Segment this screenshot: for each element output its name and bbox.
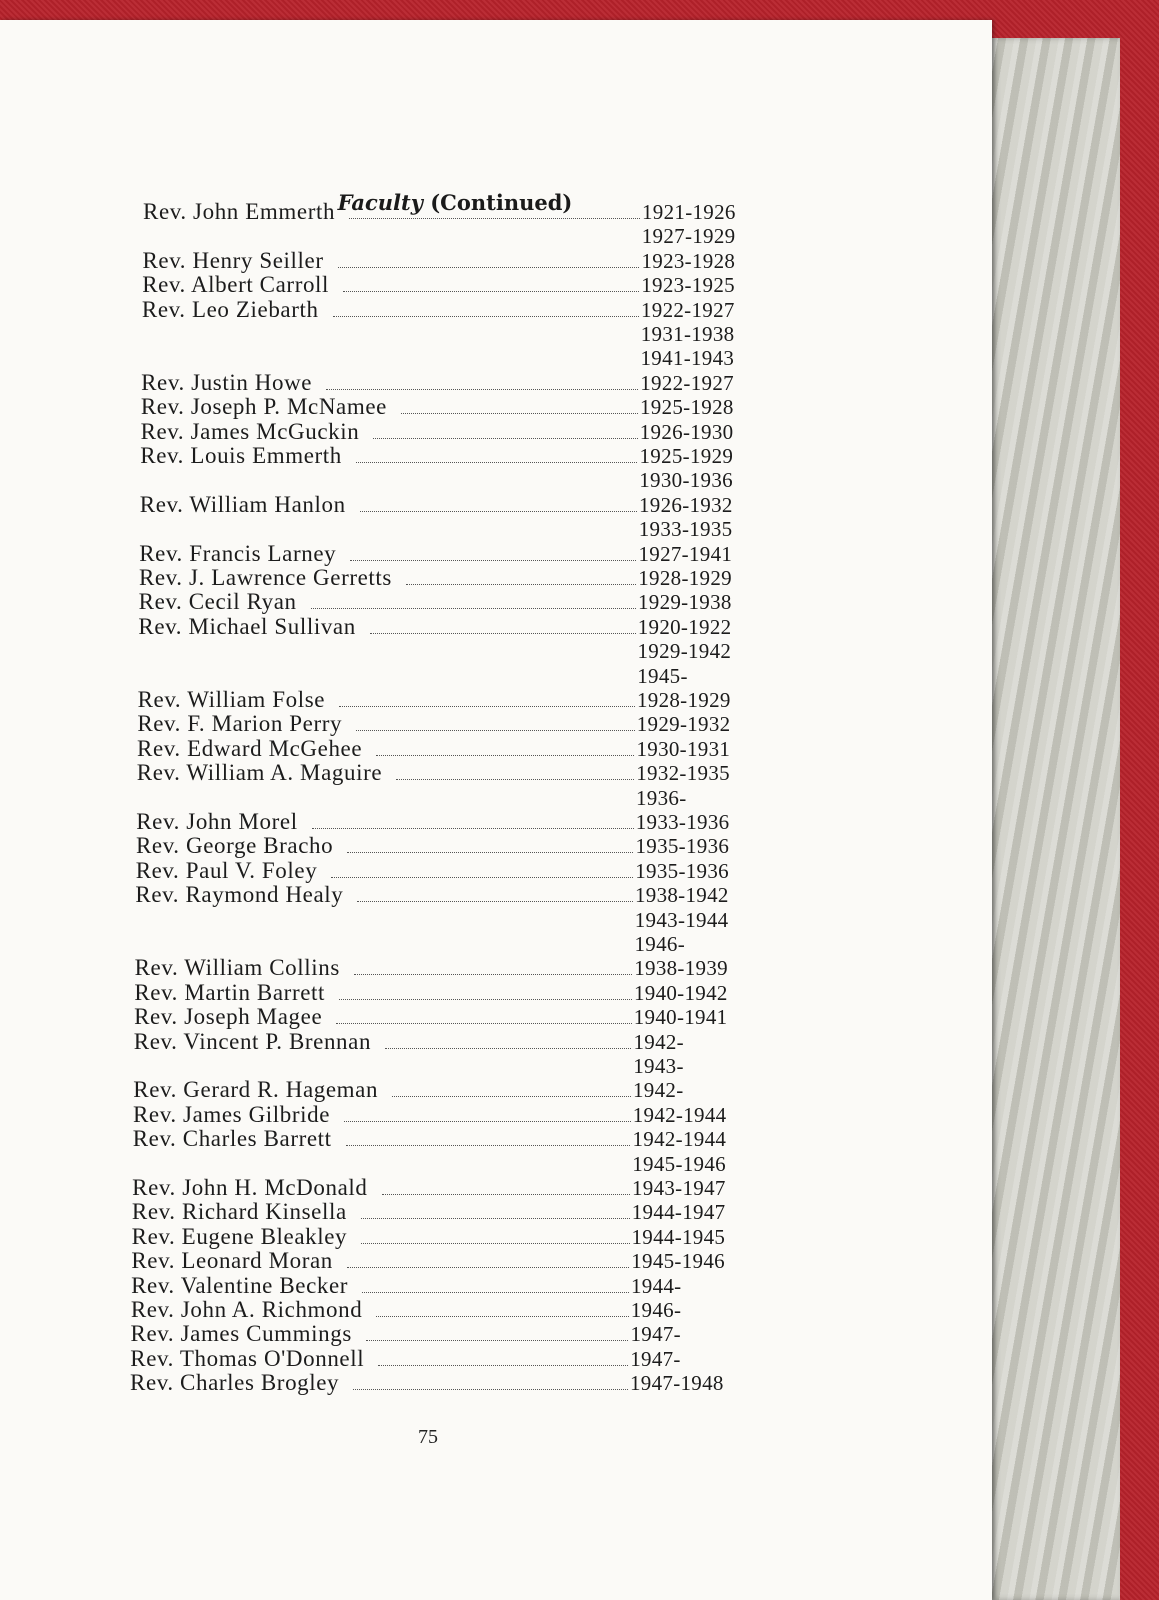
dot-leader: [376, 1302, 628, 1317]
faculty-years-continued: 1945-: [637, 663, 688, 688]
faculty-entry: [133, 1103, 745, 1127]
faculty-name: Rev. Charles Barrett: [132, 1126, 332, 1152]
dot-leader: [353, 1375, 628, 1390]
faculty-entry: [130, 1371, 742, 1395]
faculty-entry: [130, 1347, 742, 1371]
faculty-entry: [140, 493, 751, 517]
faculty-name: Rev. Leonard Moran: [131, 1248, 333, 1274]
faculty-years: 1935-1936: [635, 834, 730, 859]
dot-leader: [396, 765, 634, 780]
faculty-years: 1921-1926: [642, 200, 736, 224]
dot-leader: [331, 863, 633, 878]
endpaper: [992, 38, 1120, 1600]
dot-leader: [336, 1009, 631, 1024]
faculty-name: Rev. Eugene Bleakley: [131, 1223, 348, 1249]
faculty-years: 1925-1928: [639, 395, 734, 420]
dot-leader: [385, 1034, 631, 1049]
dot-leader: [347, 1253, 629, 1268]
faculty-years-continued: 1943-1944: [634, 907, 729, 932]
faculty-years: 1938-1942: [634, 883, 729, 908]
faculty-entry: [142, 298, 753, 322]
faculty-entry: [132, 1176, 744, 1200]
faculty-years: 1938-1939: [634, 956, 728, 981]
faculty-entry: [138, 688, 749, 712]
faculty-entry: [139, 590, 750, 614]
dot-leader: [382, 1180, 630, 1195]
faculty-name: Rev. Edward McGehee: [137, 735, 363, 761]
dot-leader: [350, 546, 636, 561]
faculty-entry: [132, 1200, 744, 1224]
faculty-entry: [131, 1298, 743, 1322]
faculty-entry: [142, 273, 753, 297]
faculty-years: 1926-1932: [639, 492, 733, 517]
dot-leader: [370, 619, 636, 634]
faculty-name: Rev. William Collins: [134, 955, 340, 981]
book-page: [0, 20, 992, 1600]
faculty-entry: [143, 200, 754, 224]
dot-leader: [333, 302, 639, 317]
faculty-years: 1927-1941: [638, 541, 733, 566]
faculty-years: 1946-: [630, 1298, 682, 1322]
faculty-years: 1926-1930: [639, 419, 734, 444]
faculty-name: Rev. J. Lawrence Gerretts: [138, 565, 392, 590]
faculty-years: 1940-1941: [633, 1005, 728, 1030]
faculty-name: Rev. John H. McDonald: [132, 1175, 368, 1200]
faculty-entry: [133, 1078, 745, 1102]
faculty-entry: [131, 1249, 743, 1273]
dot-leader: [401, 399, 638, 414]
faculty-entry: [136, 810, 748, 834]
faculty-years: 1922-1927: [640, 297, 735, 322]
faculty-name: Rev. Vincent P. Brennan: [133, 1028, 372, 1054]
faculty-name: Rev. Henry Seiller: [142, 247, 324, 273]
faculty-name: Rev. Raymond Healy: [135, 882, 344, 908]
faculty-entry: [134, 981, 746, 1005]
faculty-years-continued: 1930-1936: [639, 468, 733, 493]
faculty-name: Rev. Albert Carroll: [142, 272, 330, 298]
dot-leader: [406, 570, 636, 585]
faculty-name: Rev. John A. Richmond: [130, 1297, 363, 1322]
faculty-years: 1947-: [630, 1346, 681, 1371]
faculty-name: Rev. Cecil Ryan: [138, 589, 297, 615]
faculty-name: Rev. George Bracho: [135, 833, 334, 859]
faculty-entry: [136, 834, 748, 858]
faculty-years: 1942-: [633, 1078, 684, 1103]
page-number: 75: [418, 1426, 438, 1448]
faculty-years: 1944-: [630, 1273, 682, 1298]
faculty-years-continued: 1931-1938: [640, 322, 735, 346]
faculty-name: Rev. Gerard R. Hageman: [133, 1077, 379, 1103]
faculty-years: 1920-1922: [637, 614, 732, 639]
faculty-years: 1932-1935: [636, 761, 730, 786]
faculty-entry: [131, 1274, 743, 1298]
dot-leader: [356, 448, 638, 463]
dot-leader: [392, 1082, 631, 1097]
faculty-years: 1929-1932: [636, 712, 731, 737]
faculty-name: Rev. Paul V. Foley: [135, 857, 318, 883]
dot-leader: [338, 253, 640, 268]
faculty-years-continued: 1943-: [633, 1054, 684, 1078]
dot-leader: [354, 960, 632, 975]
faculty-years-continued: 1929-1942: [637, 639, 732, 664]
dot-leader: [373, 424, 637, 439]
faculty-entry: [141, 395, 752, 419]
faculty-years: 1947-1948: [630, 1371, 724, 1396]
faculty-entry: [140, 444, 751, 468]
faculty-name: Rev. Joseph Magee: [134, 1004, 323, 1030]
faculty-name: Rev. James McGuckin: [140, 418, 360, 444]
dot-leader: [349, 204, 640, 219]
faculty-entry: [141, 371, 752, 395]
dot-leader: [378, 1351, 628, 1366]
dot-leader: [357, 887, 633, 902]
faculty-years-continued: 1946-: [634, 932, 685, 956]
faculty-entry: [137, 761, 748, 785]
faculty-entry: [142, 249, 753, 273]
faculty-years: 1942-: [633, 1029, 684, 1054]
heading-faculty: Faculty: [337, 190, 423, 215]
dot-leader: [339, 985, 632, 1000]
faculty-name: Rev. Michael Sullivan: [138, 613, 356, 639]
faculty-list: [0, 20, 992, 1600]
faculty-name: Rev. Leo Ziebarth: [141, 296, 319, 322]
faculty-years: 1945-1946: [631, 1249, 725, 1274]
dot-leader: [376, 741, 634, 756]
faculty-years: 1930-1931: [636, 736, 731, 761]
faculty-name: Rev. Louis Emmerth: [140, 443, 342, 468]
faculty-entry: [138, 615, 749, 639]
faculty-years: 1944-1945: [631, 1224, 726, 1249]
faculty-entry: [137, 737, 748, 761]
faculty-years-continued: 1933-1935: [638, 517, 733, 542]
dot-leader: [326, 375, 638, 390]
faculty-name: Rev. James Cummings: [130, 1321, 352, 1347]
faculty-entry: [133, 1127, 745, 1151]
faculty-years: 1940-1942: [633, 980, 728, 1005]
faculty-entry: [134, 1005, 746, 1029]
faculty-name: Rev. James Gilbride: [132, 1101, 331, 1127]
faculty-years: 1925-1929: [639, 444, 734, 468]
faculty-entry: [135, 956, 747, 980]
faculty-entry: [141, 420, 752, 444]
faculty-years: 1935-1936: [635, 858, 729, 883]
faculty-name: Rev. William Folse: [137, 687, 326, 712]
faculty-name: Rev. John Morel: [136, 809, 298, 834]
faculty-years-continued: 1927-1929: [641, 224, 736, 249]
faculty-entry: [135, 883, 747, 907]
faculty-entry: [137, 712, 748, 736]
faculty-entry: [131, 1322, 743, 1346]
faculty-entry: [132, 1225, 744, 1249]
faculty-name: Rev. F. Marion Perry: [137, 711, 343, 737]
faculty-name: Rev. Richard Kinsella: [131, 1199, 347, 1225]
faculty-years: 1928-1929: [636, 688, 731, 712]
faculty-name: Rev. Joseph P. McNamee: [140, 394, 387, 420]
faculty-years: 1942-1944: [632, 1102, 727, 1127]
dot-leader: [361, 1229, 629, 1244]
faculty-entry: [139, 542, 750, 566]
dot-leader: [366, 1326, 629, 1341]
faculty-name: Rev. Charles Brogley: [130, 1370, 340, 1396]
faculty-years-continued: 1941-1943: [640, 346, 735, 371]
faculty-entry: [136, 859, 748, 883]
faculty-years: 1922-1927: [640, 370, 734, 395]
faculty-years: 1923-1925: [641, 273, 735, 298]
dot-leader: [362, 1278, 629, 1293]
dot-leader: [344, 1107, 631, 1122]
faculty-name: Rev. William Hanlon: [139, 491, 346, 517]
dot-leader: [343, 277, 639, 292]
faculty-name: Rev. Francis Larney: [139, 540, 337, 566]
heading-continued: (Continued): [430, 190, 573, 215]
dot-leader: [339, 692, 635, 707]
dot-leader: [346, 1131, 631, 1146]
faculty-years: 1923-1928: [641, 248, 736, 273]
dot-leader: [361, 1204, 630, 1219]
faculty-years: 1943-1947: [631, 1176, 726, 1200]
faculty-name: Rev. John Emmerth: [143, 199, 336, 224]
faculty-years-continued: 1945-1946: [632, 1151, 726, 1176]
faculty-name: Rev. Valentine Becker: [131, 1272, 349, 1298]
dot-leader: [347, 838, 633, 853]
dot-leader: [312, 814, 634, 829]
faculty-years: 1944-1947: [631, 1200, 726, 1225]
faculty-name: Rev. Martin Barrett: [134, 979, 325, 1005]
faculty-years-continued: 1936-: [636, 785, 687, 810]
faculty-name: Rev. Justin Howe: [141, 369, 313, 395]
faculty-name: Rev. Thomas O'Donnell: [130, 1345, 365, 1371]
faculty-entry: [139, 566, 750, 590]
faculty-years: 1933-1936: [635, 810, 730, 834]
faculty-name: Rev. William A. Maguire: [136, 760, 383, 786]
faculty-years: 1942-1944: [632, 1127, 727, 1152]
faculty-years: 1928-1929: [638, 566, 732, 590]
dot-leader: [311, 594, 636, 609]
dot-leader: [356, 716, 635, 731]
faculty-years: 1947-: [630, 1322, 681, 1347]
dot-leader: [360, 497, 637, 512]
faculty-years: 1929-1938: [637, 590, 732, 615]
faculty-entry: [134, 1030, 746, 1054]
